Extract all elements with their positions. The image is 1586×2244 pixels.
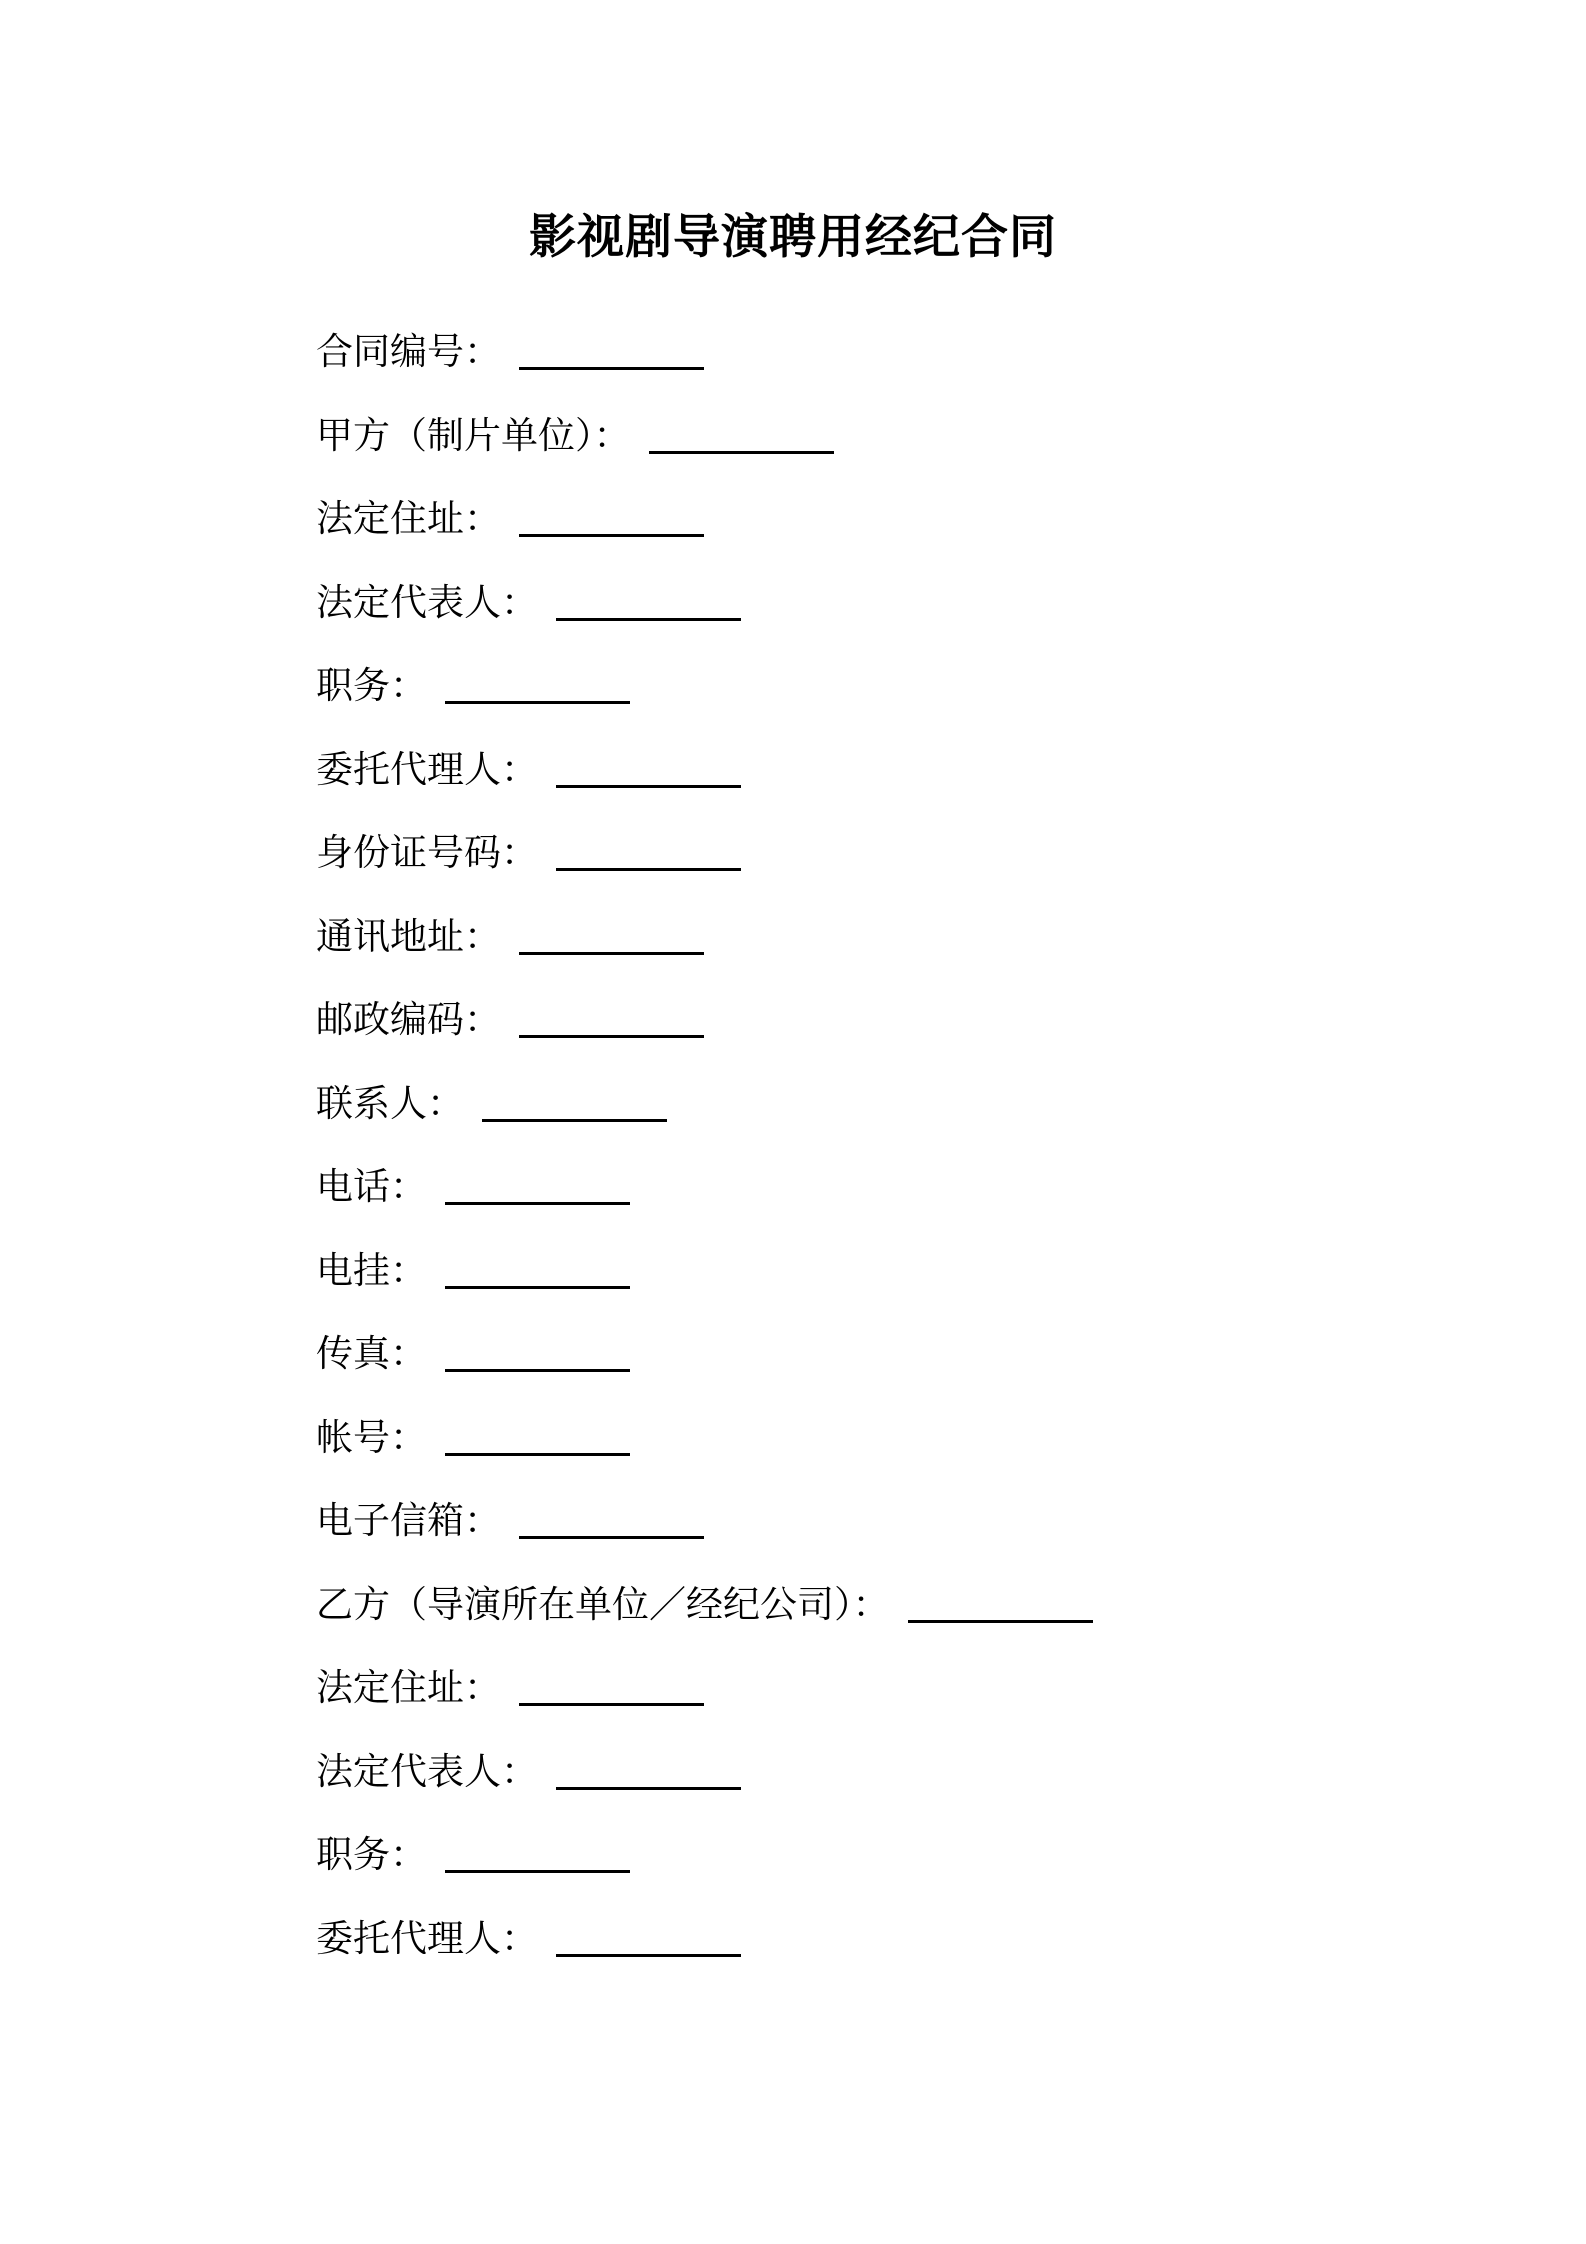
field-party-b-address <box>316 1658 1416 1742</box>
field-phone <box>316 1157 1416 1241</box>
field-label: 委托代理人： <box>316 1916 538 1960</box>
field-party-a-legal-rep <box>316 573 1416 657</box>
field-blank[interactable] <box>445 1331 630 1372</box>
field-blank[interactable] <box>649 413 834 454</box>
field-postal-code <box>316 990 1416 1074</box>
field-contract-number <box>316 322 1416 406</box>
field-blank[interactable] <box>519 496 704 537</box>
field-label: 委托代理人： <box>316 747 538 791</box>
field-blank[interactable] <box>556 1916 741 1957</box>
field-party-a-address <box>316 489 1416 573</box>
field-fax <box>316 1324 1416 1408</box>
field-blank[interactable] <box>519 1665 704 1706</box>
field-party-b <box>316 1575 1416 1659</box>
field-party-a-position <box>316 656 1416 740</box>
field-label: 法定住址： <box>316 497 501 540</box>
field-mailing-address <box>316 907 1416 991</box>
field-label: 合同编号： <box>316 330 501 373</box>
field-blank[interactable] <box>445 663 630 704</box>
field-party-b-agent <box>316 1909 1416 1993</box>
field-blank[interactable] <box>445 1164 630 1205</box>
field-id-number <box>316 823 1416 907</box>
field-party-b-legal-rep <box>316 1742 1416 1826</box>
field-account <box>316 1408 1416 1492</box>
document-title: 影视剧导演聘用经纪合同 <box>529 210 1057 265</box>
field-label: 帐号： <box>316 1415 427 1459</box>
field-blank[interactable] <box>519 914 704 955</box>
field-telegraph <box>316 1241 1416 1325</box>
field-label: 通讯地址： <box>316 914 501 958</box>
field-blank[interactable] <box>445 1415 630 1456</box>
field-party-b-position <box>316 1825 1416 1909</box>
field-label: 身份证号码： <box>316 831 538 874</box>
field-blank[interactable] <box>445 1832 630 1873</box>
field-blank[interactable] <box>556 1749 741 1790</box>
field-label: 邮政编码： <box>316 998 501 1041</box>
field-label: 电挂： <box>316 1248 427 1292</box>
field-label: 职务： <box>316 664 427 707</box>
field-label: 联系人： <box>316 1081 464 1125</box>
field-label: 乙方（导演所在单位／经纪公司）： <box>316 1582 890 1626</box>
field-blank[interactable] <box>556 747 741 788</box>
field-contact-person <box>316 1074 1416 1158</box>
field-blank[interactable] <box>519 329 704 370</box>
field-label: 电话： <box>316 1165 427 1208</box>
field-label: 电子信箱： <box>316 1499 501 1542</box>
field-label: 法定代表人： <box>316 580 538 624</box>
field-blank[interactable] <box>445 1248 630 1289</box>
field-label: 法定代表人： <box>316 1749 538 1793</box>
field-label: 甲方（制片单位）： <box>316 413 631 457</box>
field-email <box>316 1491 1416 1575</box>
field-blank[interactable] <box>519 1498 704 1539</box>
field-party-a <box>316 406 1416 490</box>
field-party-a-agent <box>316 740 1416 824</box>
field-label: 法定住址： <box>316 1666 501 1709</box>
contract-fields <box>316 322 1416 1992</box>
field-blank[interactable] <box>556 830 741 871</box>
field-blank[interactable] <box>908 1582 1093 1623</box>
field-label: 职务： <box>316 1833 427 1876</box>
field-blank[interactable] <box>482 1081 667 1122</box>
field-label: 传真： <box>316 1332 427 1375</box>
field-blank[interactable] <box>519 997 704 1038</box>
field-blank[interactable] <box>556 580 741 621</box>
